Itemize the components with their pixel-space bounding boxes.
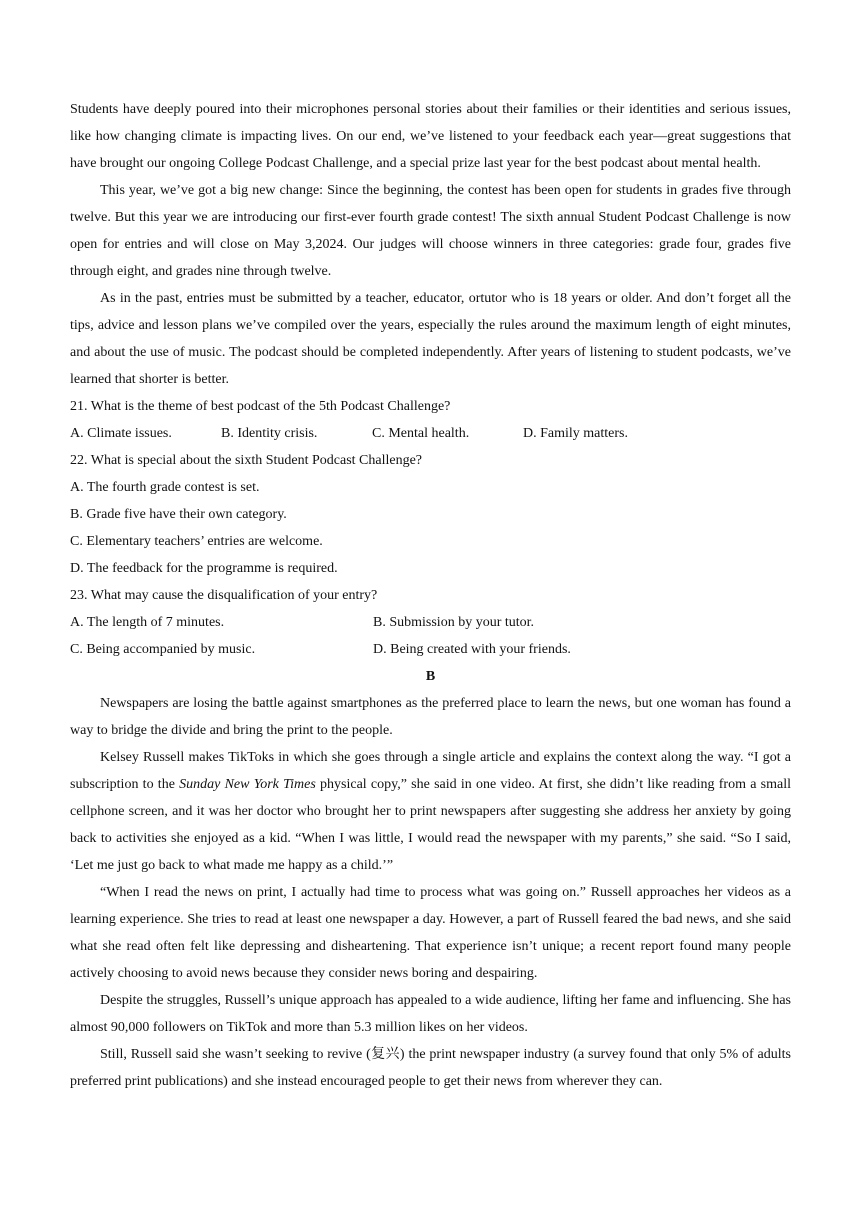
question-23-options-row-2 — [70, 636, 791, 663]
passage-b-paragraph-2 — [70, 744, 791, 879]
passage-b-paragraph-1: Newspapers are losing the battle against smartphones as the preferred place to learn the news, but one woman has found a way to bridge the divide and bring the print to the people. — [70, 696, 791, 738]
passage-b-paragraph-2-end: physical copy,” she said in one video. At first, she didn’t like reading from a small cellphone screen, and it was her doctor who brought her to print newspapers after suggesting she address her anxiety by going back to activities she enjoyed as a kid. “When I was little, I would read the newspaper with my parents,” she said. “So I said, ‘Let me just go back to what made me happy as a child.’” — [70, 777, 791, 873]
passage-a-paragraph-1: Students have deeply poured into their microphones personal stories about their families or their identities and serious issues, like how changing climate is impacting lives. On our end, we’ve listened to your feedback each year—great suggestions that have brought our ongoing College Podcast Challenge, and a special prize last year for the best podcast about mental health. — [70, 102, 791, 171]
option-21-d: D. Family matters. — [523, 426, 628, 441]
option-22-d: D. The feedback for the programme is required. — [70, 561, 338, 576]
section-b-heading: B — [425, 669, 436, 684]
option-22-c: C. Elementary teachers’ entries are welcome. — [70, 534, 323, 549]
passage-b-paragraph-5: Still, Russell said she wasn’t seeking to revive (复兴) the print newspaper industry (a survey found that only 5% of adults preferred print publications) and she instead encouraged people to get their news from wherever they can. — [70, 1047, 791, 1089]
question-23-stem: 23. What may cause the disqualification of your entry? — [70, 588, 378, 603]
option-23-c: C. Being accompanied by music. — [70, 642, 256, 657]
passage-b-paragraph-2-start: Kelsey Russell makes TikToks in which she goes through a single article and explains the context along the way. “I got a subscription to the — [70, 750, 791, 792]
option-23-a: A. The length of 7 minutes. — [70, 615, 225, 630]
option-23-d: D. Being created with your friends. — [373, 642, 571, 657]
passage-a-paragraph-2: This year, we’ve got a big new change: Since the beginning, the contest has been open for students in grades five through twelve. But this year we are introducing our first-ever fourth grade contest! The sixth annual Student Podcast Challenge is now open for entries and will close on May 3,2024. Our judges will choose winners in three categories: grade four, grades five through eight, and grades nine through twelve. — [70, 183, 791, 279]
option-21-c: C. Mental health. — [372, 426, 470, 441]
question-23-options-row-1 — [70, 609, 791, 636]
question-21-options — [70, 420, 791, 447]
option-21-b: B. Identity crisis. — [221, 426, 318, 441]
document-page — [70, 96, 791, 1095]
option-23-b: B. Submission by your tutor. — [373, 615, 535, 630]
option-21-a: A. Climate issues. — [70, 426, 172, 441]
question-21-stem: 21. What is the theme of best podcast of the 5th Podcast Challenge? — [70, 399, 451, 414]
option-22-b: B. Grade five have their own category. — [70, 507, 287, 522]
passage-b-paragraph-4: Despite the struggles, Russell’s unique approach has appealed to a wide audience, lifting her fame and influencing. She has almost 90,000 followers on TikTok and more than 5.3 million likes on her videos. — [70, 993, 791, 1035]
option-22-a: A. The fourth grade contest is set. — [70, 480, 260, 495]
question-22-stem: 22. What is special about the sixth Student Podcast Challenge? — [70, 453, 423, 468]
passage-b-paragraph-3: “When I read the news on print, I actually had time to process what was going on.” Russell approaches her videos as a learning experience. She tries to read at least one newspaper a day. However, a part of Russell feared the bad news, and she said what she read often felt like depressing and disheartening. That experience isn’t unique; a recent report found many people actively choosing to avoid news because they consider news boring and despairing. — [70, 885, 791, 981]
passage-a-paragraph-3: As in the past, entries must be submitted by a teacher, educator, ortutor who is 18 years or older. And don’t forget all the tips, advice and lesson plans we’ve compiled over the years, especially the rules around the maximum length of eight minutes, and about the use of music. The podcast should be completed independently. After years of listening to student podcasts, we’ve learned that shorter is better. — [70, 291, 791, 387]
newspaper-title: Sunday New York Times — [179, 777, 316, 792]
